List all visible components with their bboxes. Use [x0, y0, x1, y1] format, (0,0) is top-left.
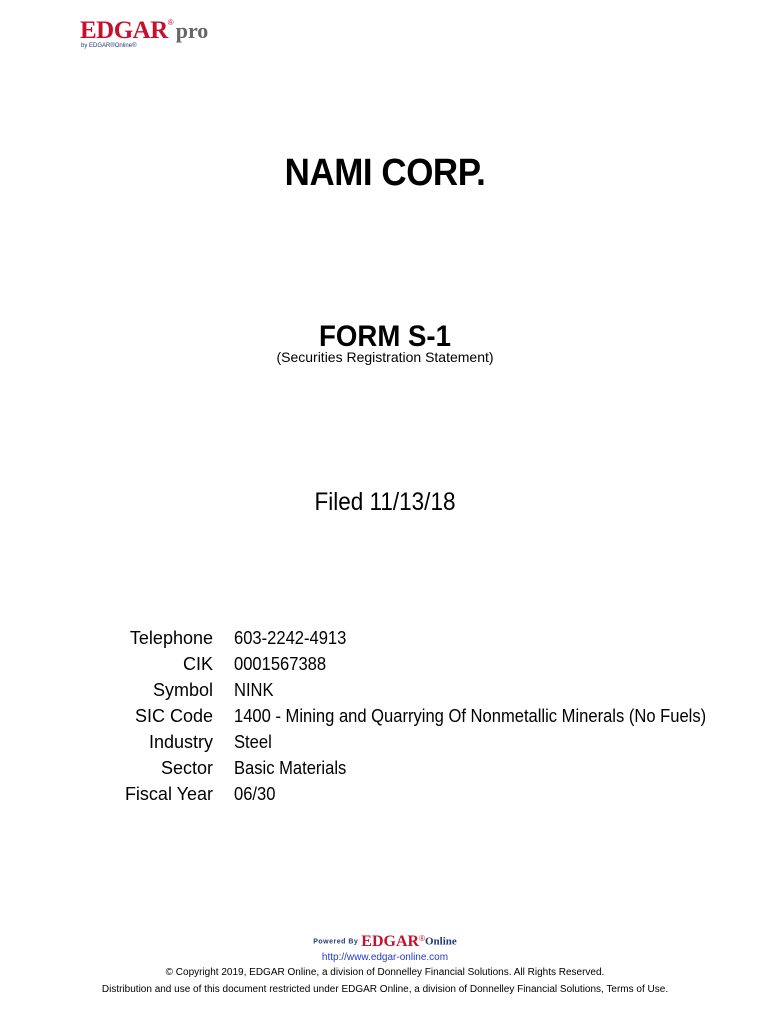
info-row-fiscal-year — [0, 781, 770, 807]
distribution-notice: Distribution and use of this document restricted under EDGAR Online, a division of Donnelley Financial Solutions, Terms of Use. — [101, 984, 669, 995]
info-row-telephone — [0, 625, 770, 651]
company-info-table — [0, 625, 770, 807]
copyright-notice: © Copyright 2019, EDGAR Online, a division of Donnelley Financial Solutions. All Rights Reserved. — [165, 967, 605, 978]
info-value: 06/30 — [234, 784, 276, 804]
logo-registered-mark: ® — [167, 18, 174, 27]
powered-by-text: Powered By — [313, 938, 359, 946]
info-label: Industry — [148, 732, 213, 752]
powered-by-edgar-online-logo — [0, 934, 770, 950]
info-value: Steel — [234, 732, 272, 752]
company-name: NAMI CORP. — [284, 152, 486, 194]
info-label: Sector — [160, 758, 213, 778]
info-value: 0001567388 — [234, 654, 327, 674]
info-label: CIK — [182, 654, 213, 674]
powered-edgar-text: EDGAR — [361, 933, 420, 950]
info-value: 603-2242-4913 — [234, 628, 347, 648]
powered-online-text: Online — [424, 935, 457, 948]
info-label: SIC Code — [134, 706, 213, 726]
info-label: Symbol — [152, 680, 213, 700]
info-value: 1400 - Mining and Quarrying Of Nonmetallic Minerals (No Fuels) — [234, 706, 707, 726]
edgar-online-link[interactable]: http://www.edgar-online.com — [321, 952, 449, 963]
info-label: Telephone — [129, 628, 213, 648]
form-description: (Securities Registration Statement) — [276, 349, 494, 365]
info-row-sector — [0, 755, 770, 781]
logo-edgar-text: EDGAR — [80, 17, 168, 44]
info-label: Fiscal Year — [124, 784, 213, 804]
filed-date: Filed 11/13/18 — [314, 488, 456, 516]
form-type: FORM S-1 — [319, 320, 451, 353]
info-row-symbol — [0, 677, 770, 703]
powered-registered-mark: ® — [419, 934, 425, 943]
logo-byline: by EDGAR®Online® — [81, 43, 137, 49]
info-value: NINK — [234, 680, 274, 700]
info-row-cik — [0, 651, 770, 677]
edgar-pro-logo — [80, 18, 208, 49]
info-value: Basic Materials — [234, 758, 347, 778]
info-row-sic-code — [0, 703, 770, 729]
info-row-industry — [0, 729, 770, 755]
logo-pro-text: pro — [175, 18, 209, 43]
